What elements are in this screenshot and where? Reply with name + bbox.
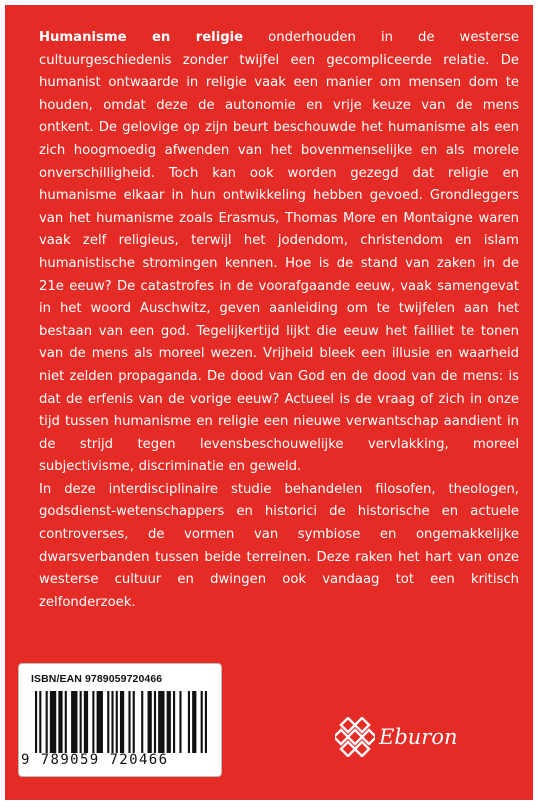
book-back-cover [5, 5, 533, 800]
barcode-bar [167, 691, 171, 753]
blurb-paragraph-1-text: onderhouden in de westerse cultuurgeschiedenis zonder twijfel een gecompliceerde relatie. De humanist ontwaarde in religie vaak een manier om mensen dom te houden, omdat deze de autonomie en vrije keuze van de mens ontkent. De gelovige op zijn beurt beschouwde het humanisme als een zich hoogmoedig afwenden van het bovenmenselijke en als morele onverschilligheid. Toch kan ook worden gezegd dat religie en humanisme elkaar in hun ontwikkeling hebben gevoed. Grondleggers van het humanisme zoals Erasmus, Thomas More en Montaigne waren vaak zelf religieus, terwijl het jodendom, christendom en islam humanistische stromingen kennen. Hoe is de stand van zaken in de 21e eeuw? De catastrofes in de voorafgaande eeuw, vaak samengevat in het woord Auschwitz, geven aanleiding om te twijfelen aan het bestaan van een god. Tegelijkertijd lijkt die eeuw het failliet te tonen van de mens als moreel wezen. Vrijheid bleek een illusie en waarheid niet zelden propaganda. De dood van God en de dood van de mens: is dat de erfenis van de vorige eeuw? Actueel is de vraag of zich in onze tijd tussen humanisme en religie een nieuwe verwantschap aandient in de strijd tegen levensbeschouwelijke vervlakking, moreel subjectivisme, discriminatie en geweld. [39, 30, 519, 475]
publisher-logo [335, 717, 458, 757]
blurb-text [39, 27, 519, 614]
publisher-name: Eburon [379, 725, 458, 749]
barcode-bar [58, 691, 62, 753]
blurb-paragraph-1 [39, 27, 519, 479]
barcode-bar [46, 691, 48, 753]
barcode-bar [116, 691, 118, 753]
barcode-bar [120, 691, 124, 753]
barcode-bar [188, 691, 190, 753]
barcode-bar [84, 691, 88, 753]
blurb-paragraph-2: In deze interdisciplinaire studie behandelen filosofen, theologen, godsdienst-wetenschappers en historici de historische en actuele controverses, de vormen van symbiose en ongemakkelijke dwarsverbanden tussen beide terreinen. Deze raken het hart van onze westerse cultuur en dwingen ook vandaag tot een kritisch zelfonderzoek. [39, 481, 519, 610]
barcode-bar [80, 691, 82, 753]
barcode-bar [179, 691, 181, 753]
barcode-bar [205, 691, 207, 753]
barcode-bar [192, 691, 196, 753]
barcode-bar [141, 691, 143, 753]
barcode-bar [35, 691, 37, 753]
barcode-bar [154, 691, 156, 753]
barcode-bar [148, 691, 152, 753]
barcode-bar [111, 691, 113, 753]
barcode-bar [97, 691, 103, 753]
eburon-diamond-icon [335, 717, 375, 757]
barcode-bar [39, 691, 41, 753]
ean-digits: 9 789059 720466 [21, 752, 169, 768]
barcode-bar [107, 691, 109, 753]
barcode-label [18, 663, 222, 777]
barcode-bar [173, 691, 175, 753]
isbn-text: ISBN/EAN 9789059720466 [31, 673, 163, 685]
barcode-bars [35, 691, 207, 753]
blurb-title-lead: Humanisme en religie [39, 30, 244, 45]
barcode-bar [133, 691, 135, 753]
barcode-bar [65, 691, 67, 753]
barcode-bar [50, 691, 56, 753]
barcode-bar [71, 691, 77, 753]
barcode-bar [128, 691, 130, 753]
barcode-bar [92, 691, 94, 753]
barcode-bar [158, 691, 164, 753]
barcode-bar [201, 691, 203, 753]
